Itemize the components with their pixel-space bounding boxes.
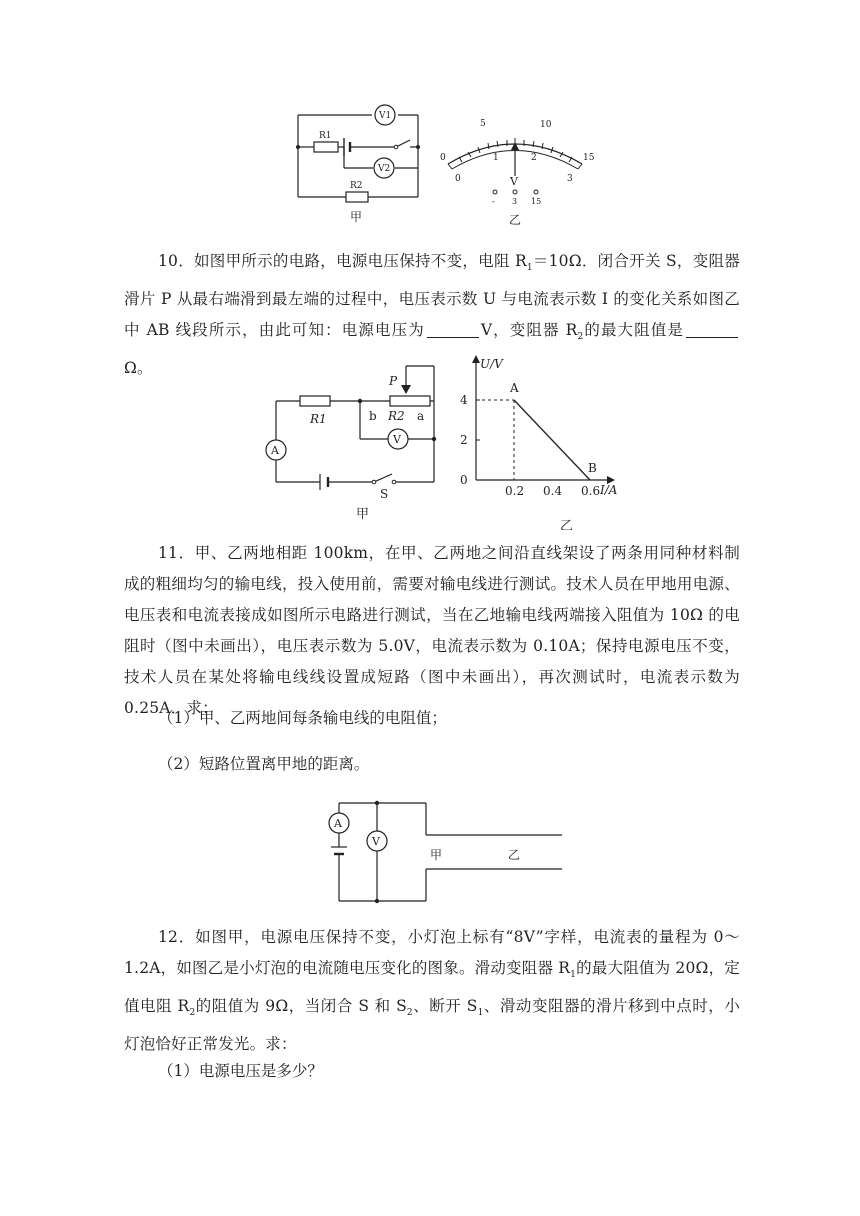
q10-text-a: ．如图甲所示的电路，电源电压保持不变，电阻 R <box>178 252 527 270</box>
terminal-label-15: 15 <box>531 197 542 206</box>
label-switch: S <box>380 487 389 501</box>
resistor-r2 <box>346 192 368 202</box>
caption-yi: 乙 <box>509 213 522 227</box>
resistor-r1 <box>314 142 338 152</box>
q12-sub-b: 2 <box>189 1008 196 1019</box>
point-label-a: A <box>510 381 519 395</box>
q10-sub-a: 1 <box>526 263 533 274</box>
question-12 <box>124 922 740 1060</box>
label-r1: R1 <box>319 131 332 141</box>
q10-text-e: Ω。 <box>124 359 153 378</box>
label-yi: 乙 <box>508 848 521 862</box>
label-v1: V1 <box>379 111 392 121</box>
q12-sub1: （1）电源电压是多少？ <box>158 1062 323 1080</box>
caption-jia: 甲 <box>350 210 363 224</box>
question-11 <box>124 538 740 724</box>
q12-text-d: 、断开 S <box>412 997 478 1016</box>
label-p: P <box>389 374 398 388</box>
x-axis-label: I/A <box>600 483 618 497</box>
q10-number: 10 <box>158 252 179 270</box>
scale-top-15: 15 <box>583 153 595 163</box>
rheostat-r2 <box>390 396 430 406</box>
x-tick-label: 0.2 <box>505 484 525 498</box>
label-r2: R2 <box>350 181 363 191</box>
q12-number: 12 <box>158 928 179 946</box>
label-a: a <box>417 409 425 423</box>
q11-number: 11 <box>158 544 179 562</box>
label-r2: R2 <box>388 409 405 423</box>
meter-dial <box>448 138 582 176</box>
figure-top-circuit <box>290 100 610 228</box>
q10-graph-svg <box>452 352 652 530</box>
q10-text-b: ＝10Ω．闭合开关 S，变阻器滑片 P 从最右端滑到最左端的过程中，电压表示数 U 与电流表示数 I 的变化关系如图乙中 AB 线段所示，由此可知：电源电压为 <box>124 252 740 340</box>
q12-text-a: ．如图甲，电源电压保持不变，小灯泡上标有“8V”字样，电流表的量程为 0～1.2A，如图乙是小灯泡的电流随电压变化的图象。滑动变阻器 R <box>124 928 740 977</box>
caption-yi: 乙 <box>560 519 574 530</box>
label-ammeter: A <box>334 817 342 830</box>
scale-bottom-3: 3 <box>567 174 573 184</box>
y-tick-label: 0 <box>460 473 468 487</box>
q12-text-e: 、滑动变阻器的滑片移到中点时，小灯泡恰好正常发光。求： <box>124 997 741 1054</box>
q11-circuit-svg <box>318 795 568 910</box>
label-b: b <box>369 409 377 423</box>
terminal-label-3: 3 <box>512 197 518 206</box>
q11-sub1: （1）甲、乙两地间每条输电线的电阻值； <box>158 709 447 727</box>
scale-top-5: 5 <box>480 119 486 129</box>
scale-bottom-0: 0 <box>455 174 461 184</box>
terminal-label-neg: - <box>492 197 495 206</box>
q12-sub-d: 1 <box>477 1008 484 1019</box>
q10-blank-voltage[interactable] <box>427 319 479 338</box>
figure-q10-graph <box>452 352 652 530</box>
q10-sub-c: 2 <box>577 332 584 343</box>
label-voltmeter: V <box>393 433 401 446</box>
q12-text-c: 的阻值为 9Ω，当闭合 S 和 S <box>195 997 407 1016</box>
x-tick-label: 0.6 <box>581 484 601 498</box>
q11-text: ．甲、乙两地相距 100km，在甲、乙两地之间沿直线架设了两条用同种材料制成的粗细均匀的输电线，投入使用前，需要对输电线进行测试。技术人员在甲地用电源、电压表和电流表接成如图所示电路进行测试，当在乙地输电线两端接入阻值为 10Ω 的电阻时（图中未画出），电压表示数为 5.0V，电流表示数为 0.10A；保持电源电压不变，技术人员在某处将输电线线设置成短路（图中未画出），再次测试时，电流表示数为 0.25A．求： <box>124 544 740 717</box>
q12-sub-c: 2 <box>406 1008 413 1019</box>
label-ammeter: A <box>271 444 279 457</box>
meter-unit-v: V <box>510 175 518 188</box>
switch-contact <box>394 145 398 149</box>
q10-text-d: 的最大阻值是 <box>583 321 684 340</box>
switch-s <box>392 480 396 484</box>
y-tick-label: 2 <box>460 433 468 447</box>
terminal-3 <box>513 190 517 194</box>
scale-top-10: 10 <box>540 120 552 130</box>
figure-q10-circuit <box>262 352 442 522</box>
label-jia: 甲 <box>430 848 443 862</box>
scale-top-0: 0 <box>440 153 446 163</box>
scale-bottom-2: 2 <box>531 153 537 163</box>
point-label-b: B <box>588 461 597 475</box>
terminal-15 <box>534 190 538 194</box>
q12-text-b: 的最大阻值为 20Ω，定值电阻 R <box>124 959 740 1016</box>
slider-arrow <box>401 385 411 394</box>
y-tick-label: 4 <box>460 393 468 407</box>
q10-blank-resistance[interactable] <box>686 319 738 338</box>
caption-jia: 甲 <box>356 507 370 522</box>
label-r1: R1 <box>310 412 327 426</box>
q11-sub2: （2）短路位置离甲地的距离。 <box>158 755 370 773</box>
x-tick-label: 0.4 <box>543 484 563 498</box>
label-voltmeter: V <box>372 835 380 848</box>
q10-text-c: V，变阻器 R <box>480 321 578 340</box>
label-v2: V2 <box>378 164 391 174</box>
y-axis-label: U/V <box>480 357 503 371</box>
scale-bottom-1: 1 <box>493 153 499 163</box>
figure-q11-circuit <box>318 795 568 910</box>
q12-sub-a: 1 <box>570 970 577 981</box>
q10-circuit-svg <box>262 352 442 522</box>
terminal-neg <box>493 190 497 194</box>
line-ab <box>514 400 590 480</box>
resistor-r1 <box>300 396 330 406</box>
top-circuit-svg <box>290 100 610 228</box>
